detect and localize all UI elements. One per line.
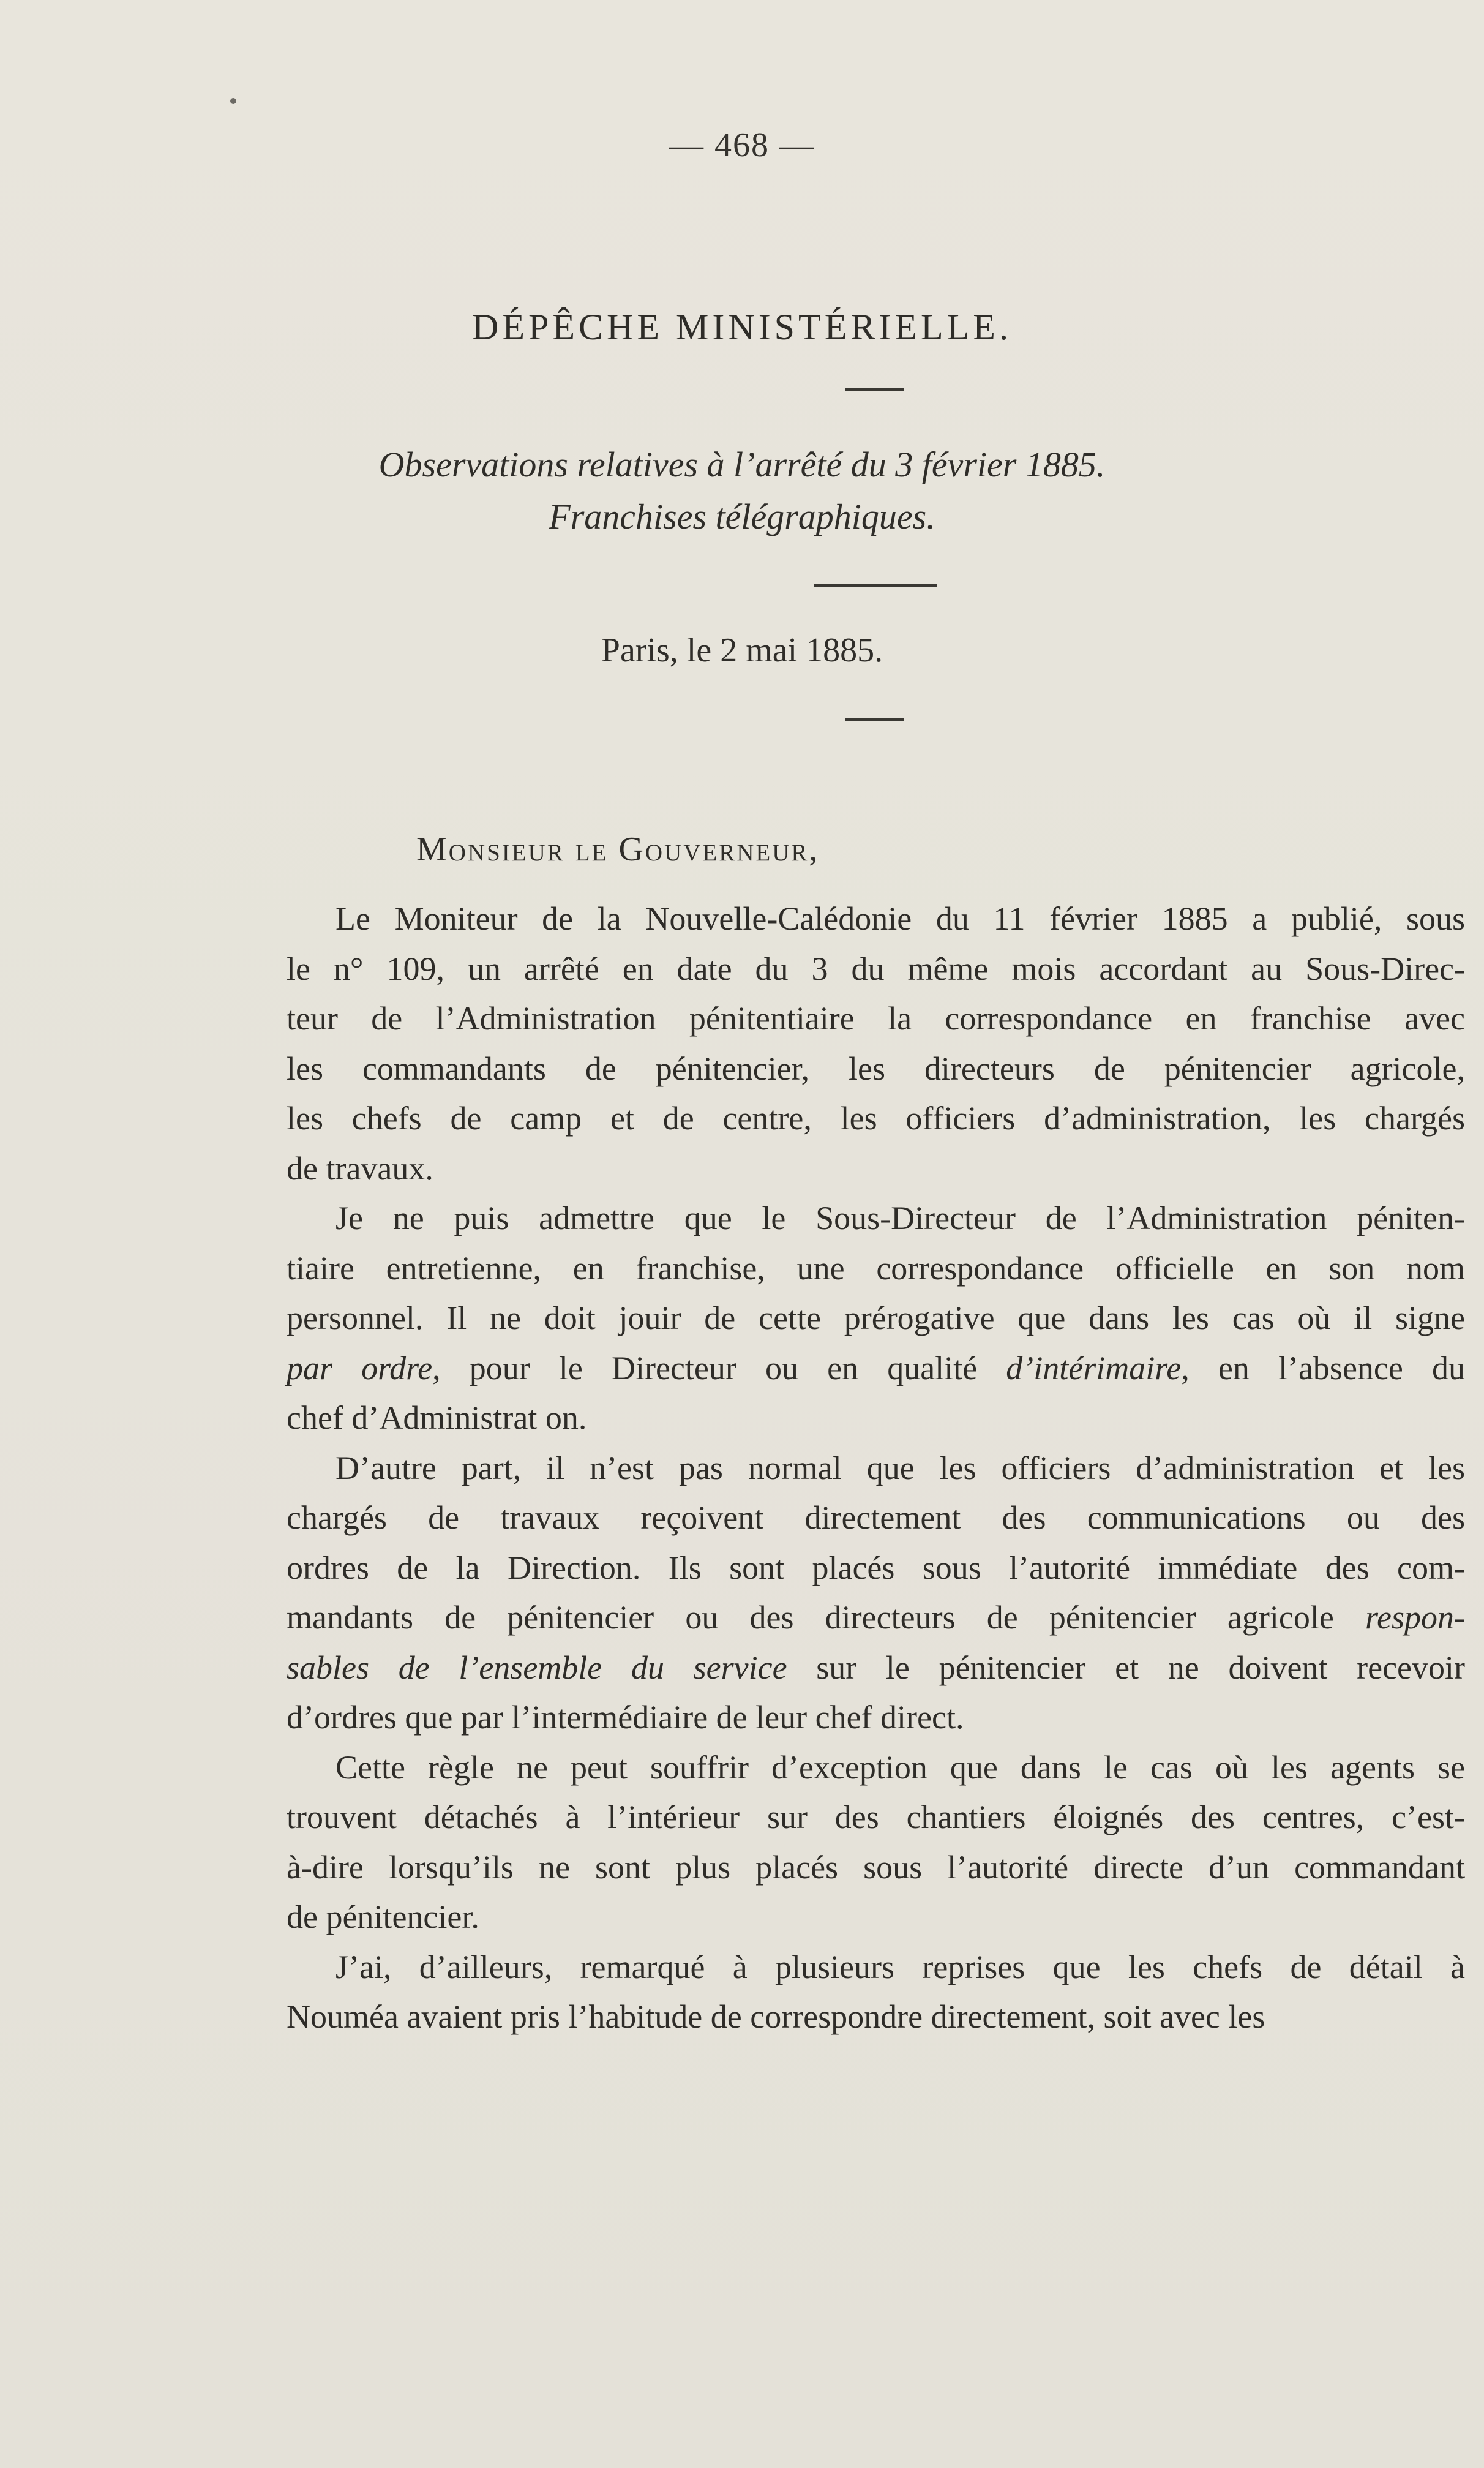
dateline: Paris, le 2 mai 1885. [601,631,883,669]
text-line: mandants de pénitencier ou des directeurs de pénitencier agricole respon- [287,1599,1465,1636]
text-line: les commandants de pénitencier, les directeurs de pénitencier agricole, [287,1050,1465,1087]
letter-body [287,894,1465,2042]
paragraph [287,1743,1465,1943]
text-line: chargés de travaux reçoivent directement des communications ou des [287,1499,1465,1536]
text-line: les chefs de camp et de centre, les officiers d’administration, les chargés [287,1100,1465,1137]
salutation: Monsieur le Gouverneur, [416,830,820,868]
title-rule [845,388,904,391]
dateline-rule [845,718,904,721]
paragraph [287,1194,1465,1443]
paragraph [287,1943,1465,2042]
text-line: par ordre, pour le Directeur ou en qualité d’intérimaire, en l’absence du [287,1349,1465,1386]
subtitle-line-1: Observations relatives à l’arrêté du 3 février 1885. [378,445,1106,484]
text-line: sables de l’ensemble du service sur le pénitencier et ne doivent recevoir [287,1649,1465,1686]
text-line: J’ai, d’ailleurs, remarqué à plusieurs reprises que les chefs de détail à [335,1948,1465,1985]
text-line: teur de l’Administration pénitentiaire la correspondance en franchise avec [287,1000,1465,1037]
document-title: DÉPÊCHE MINISTÉRIELLE. [472,307,1012,347]
text-line: à-dire lorsqu’ils ne sont plus placés sous l’autorité directe d’un commandant [287,1848,1465,1886]
text-line: Nouméa avaient pris l’habitude de correspondre directement, soit avec les [287,1998,1265,2035]
text-line: ordres de la Direction. Ils sont placés sous l’autorité immédiate des com- [287,1549,1465,1586]
text-line: le n° 109, un arrêté en date du 3 du même mois accordant au Sous-Direc- [287,950,1465,987]
subtitle-line-2: Franchises télégraphiques. [549,497,935,536]
speck-mark [230,98,236,104]
paragraph [287,894,1465,1194]
text-line: personnel. Il ne doit jouir de cette prérogative que dans les cas où il signe [287,1300,1465,1336]
subtitle-rule [814,584,937,587]
text-line: chef d’Administrat on. [287,1399,587,1436]
text-line: de travaux. [287,1149,433,1187]
text-line: de pénitencier. [287,1898,479,1935]
text-line: tiaire entretienne, en franchise, une correspondance officielle en son nom [287,1249,1465,1287]
text-line: Cette règle ne peut souffrir d’exception que dans le cas où les agents se [335,1748,1465,1786]
text-line: Je ne puis admettre que le Sous-Directeur de l’Administration péniten- [335,1200,1465,1236]
text-line: d’ordres que par l’intermédiaire de leur chef direct. [287,1699,964,1736]
page-number: — 468 — [669,126,815,164]
paragraph [287,1443,1465,1743]
text-line: D’autre part, il n’est pas normal que les officiers d’administration et les [335,1449,1465,1486]
text-line: Le Moniteur de la Nouvelle-Calédonie du 11 février 1885 a publié, sous [335,900,1465,937]
text-line: trouvent détachés à l’intérieur sur des chantiers éloignés des centres, c’est- [287,1799,1465,1835]
